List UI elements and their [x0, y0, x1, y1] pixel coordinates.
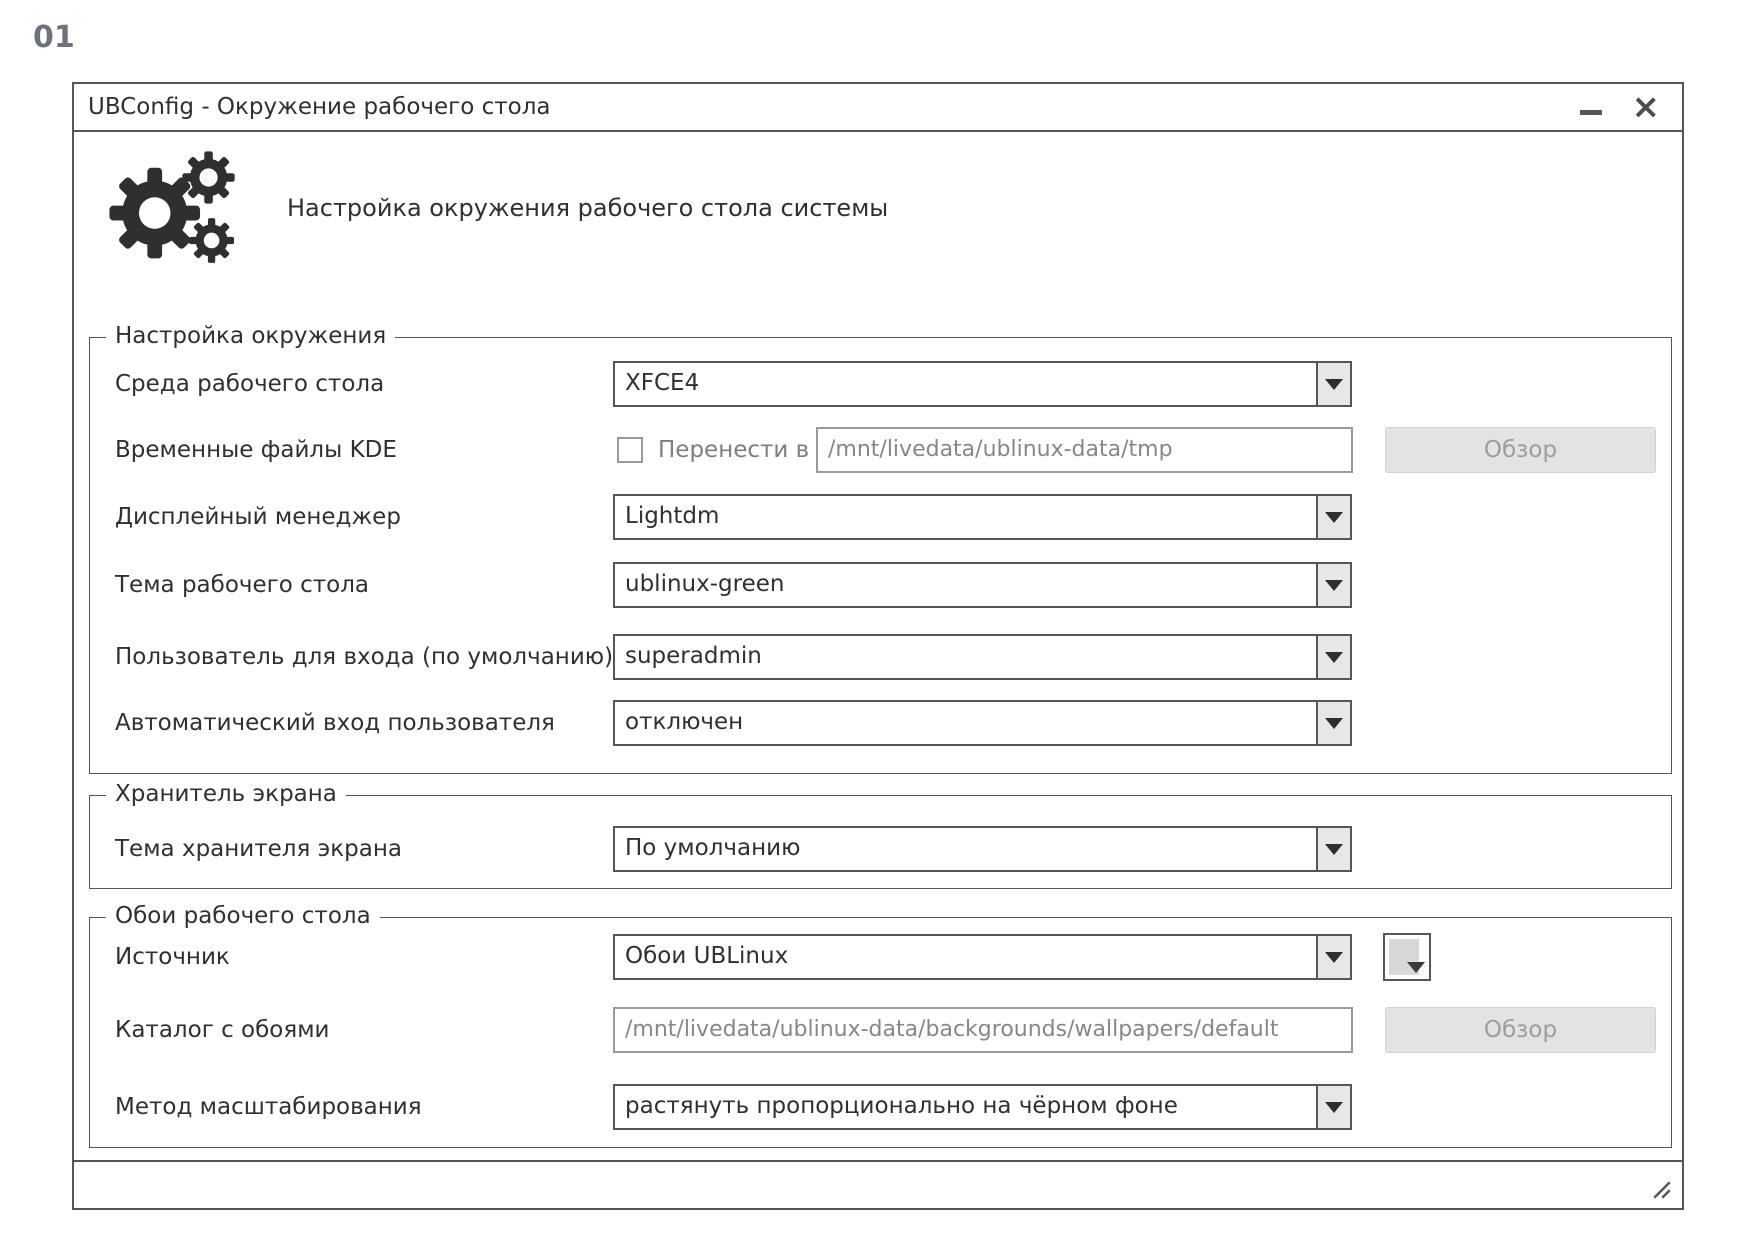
display-manager-label: Дисплейный менеджер	[115, 504, 401, 530]
group-wallpaper	[89, 903, 1672, 1148]
page-description: Настройка окружения рабочего стола системы	[287, 194, 889, 222]
row-desktop-theme	[90, 562, 1671, 608]
login-user-combobox[interactable]	[613, 634, 1352, 680]
title-bar	[74, 84, 1682, 132]
move-to-checkbox-label[interactable]: Перенести в	[658, 437, 810, 463]
chevron-down-icon	[1325, 652, 1343, 663]
desktop-environment-value: XFCE4	[625, 370, 700, 396]
chevron-down-icon	[1325, 718, 1343, 729]
scaling-method-value: растянуть пропорционально на чёрном фоне	[625, 1093, 1178, 1119]
desktop-theme-combobox[interactable]	[613, 562, 1352, 608]
auto-login-label: Автоматический вход пользователя	[115, 710, 555, 736]
screensaver-theme-combobox[interactable]	[613, 826, 1352, 872]
wallpaper-directory-browse-button[interactable]: Обзор	[1385, 1007, 1656, 1053]
row-login-user	[90, 634, 1671, 680]
combobox-arrow-button[interactable]	[1316, 1086, 1350, 1128]
combobox-arrow-button[interactable]	[1316, 636, 1350, 678]
wallpaper-source-combobox[interactable]	[613, 934, 1352, 980]
window-title: UBConfig - Окружение рабочего стола	[88, 94, 551, 120]
window-content	[74, 132, 1682, 1160]
row-auto-login	[90, 700, 1671, 746]
kde-temp-path-input[interactable]: /mnt/livedata/ublinux-data/tmp	[816, 427, 1353, 473]
status-bar	[74, 1160, 1682, 1208]
desktop-theme-value: ublinux-green	[625, 571, 785, 597]
wallpaper-source-value: Обои UBLinux	[625, 943, 789, 969]
display-manager-combobox[interactable]	[613, 494, 1352, 540]
row-scaling-method	[90, 1084, 1671, 1130]
group-screensaver	[89, 781, 1672, 889]
combobox-arrow-button[interactable]	[1316, 702, 1350, 744]
figure-label: 01	[33, 20, 75, 55]
chevron-down-icon	[1325, 1102, 1343, 1113]
combobox-arrow-button[interactable]	[1316, 936, 1350, 978]
combobox-arrow-button[interactable]	[1316, 363, 1350, 405]
chevron-down-icon	[1325, 844, 1343, 855]
desktop-environment-combobox[interactable]	[613, 361, 1352, 407]
chevron-down-icon	[1325, 952, 1343, 963]
chevron-down-icon	[1325, 512, 1343, 523]
screensaver-theme-label: Тема хранителя экрана	[115, 836, 402, 862]
wallpaper-directory-label: Каталог с обоями	[115, 1017, 330, 1043]
combobox-arrow-button[interactable]	[1316, 828, 1350, 870]
minimize-button[interactable]	[1580, 110, 1602, 115]
display-manager-value: Lightdm	[625, 503, 720, 529]
row-display-manager	[90, 494, 1671, 540]
chevron-down-icon	[1325, 379, 1343, 390]
group-screensaver-legend: Хранитель экрана	[106, 781, 346, 807]
chevron-down-icon	[1325, 580, 1343, 591]
row-wallpaper-source	[90, 934, 1671, 980]
row-kde-temp-files	[90, 427, 1671, 473]
login-user-label: Пользователь для входа (по умолчанию)	[115, 644, 614, 670]
kde-temp-files-label: Временные файлы KDE	[115, 437, 397, 463]
desktop-environment-label: Среда рабочего стола	[115, 371, 385, 397]
screensaver-theme-value: По умолчанию	[625, 835, 801, 861]
auto-login-value: отключен	[625, 709, 744, 735]
chevron-down-icon	[1407, 962, 1425, 973]
row-wallpaper-directory	[90, 1007, 1671, 1053]
desktop-theme-label: Тема рабочего стола	[115, 572, 370, 598]
gears-icon	[107, 150, 239, 267]
wallpaper-source-label: Источник	[115, 944, 230, 970]
ubconfig-window	[72, 82, 1684, 1210]
combobox-arrow-button[interactable]	[1316, 564, 1350, 606]
wallpaper-directory-input[interactable]: /mnt/livedata/ublinux-data/backgrounds/wallpapers/default	[613, 1007, 1353, 1053]
move-to-checkbox[interactable]	[617, 437, 643, 463]
close-button[interactable]: ×	[1631, 87, 1660, 127]
group-wallpaper-legend: Обои рабочего стола	[106, 903, 380, 929]
kde-temp-browse-button[interactable]: Обзор	[1385, 427, 1656, 473]
login-user-value: superadmin	[625, 643, 762, 669]
resize-grip-icon[interactable]	[1648, 1176, 1674, 1202]
group-environment	[89, 323, 1672, 774]
scaling-method-label: Метод масштабирования	[115, 1094, 422, 1120]
wallpaper-color-picker-button[interactable]	[1383, 933, 1431, 981]
row-desktop-environment	[90, 361, 1671, 407]
auto-login-combobox[interactable]	[613, 700, 1352, 746]
scaling-method-combobox[interactable]	[613, 1084, 1352, 1130]
combobox-arrow-button[interactable]	[1316, 496, 1350, 538]
row-screensaver-theme	[90, 826, 1671, 872]
group-environment-legend: Настройка окружения	[106, 323, 395, 349]
